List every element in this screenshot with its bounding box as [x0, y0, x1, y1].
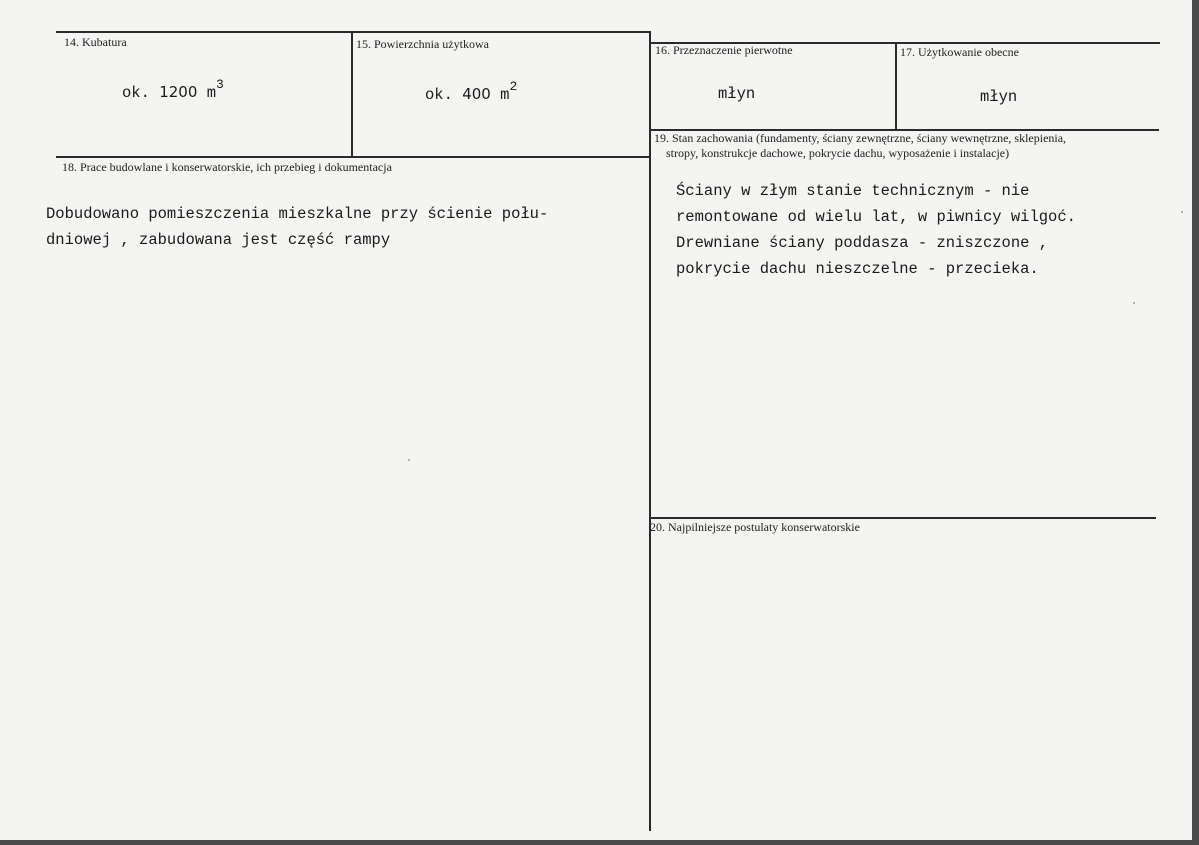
field-18-text [46, 201, 548, 253]
field-19-label-line: 19. Stan zachowania (fundamenty, ściany zewnętrzne, ściany wewnętrzne, sklepienia, [654, 131, 1067, 145]
field-19-line: Ściany w złym stanie technicznym - nie [676, 182, 1030, 200]
paper-speck [1133, 302, 1135, 304]
field-18-line: Dobudowano pomieszczenia mieszkalne przy ścienie połu- [46, 205, 549, 223]
top-border-left [56, 31, 650, 33]
field-18-label: 18. Prace budowlane i konserwatorskie, ich przebieg i dokumentacja [62, 160, 392, 174]
field-15-number: 400 [462, 85, 491, 104]
field-20-label: 20. Najpilniejsze postulaty konserwatorskie [650, 520, 860, 534]
field-14-prefix: ok. [122, 84, 150, 103]
field-15-unit: m [500, 86, 510, 105]
field-19-label-line: stropy, konstrukcje dachowe, pokrycie dachu, wyposażenie i instalacje) [666, 146, 1010, 160]
field-15-label: 15. Powierzchnia użytkowa [356, 37, 489, 51]
field-18-line: dniowej , zabudowana jest część rampy [46, 231, 391, 249]
field-15-prefix: ok. [425, 86, 453, 105]
field-15-exponent: 2 [509, 79, 518, 94]
field-19-text [676, 178, 1076, 282]
field-19-line: Drewniane ściany poddasza - zniszczone , [676, 234, 1049, 252]
divider-left-right [649, 31, 651, 831]
field-14-exponent: 3 [216, 77, 224, 92]
rule-above-20 [650, 517, 1156, 519]
paper-speck [1181, 211, 1183, 213]
field-17-value: młyn [980, 88, 1018, 106]
field-19-line: pokrycie dachu nieszczelne - przecieka. [676, 260, 1039, 278]
field-14-unit: m [206, 84, 217, 103]
divider-14-15 [351, 31, 353, 156]
field-16-label: 16. Przeznaczenie pierwotne [655, 43, 793, 57]
rule-above-18 [56, 156, 650, 158]
field-17-label: 17. Użytkowanie obecne [900, 45, 1019, 59]
field-16-value: młyn [718, 85, 756, 103]
divider-16-17 [895, 42, 897, 130]
field-19-line: remontowane od wielu lat, w piwnicy wilgoć. [676, 208, 1076, 226]
field-14-label: 14. Kubatura [64, 35, 127, 49]
field-14-number: 1200 [159, 83, 198, 102]
paper-speck [408, 459, 410, 461]
field-14-value [122, 77, 224, 103]
field-19-label [654, 131, 1066, 161]
field-15-value [425, 79, 518, 105]
